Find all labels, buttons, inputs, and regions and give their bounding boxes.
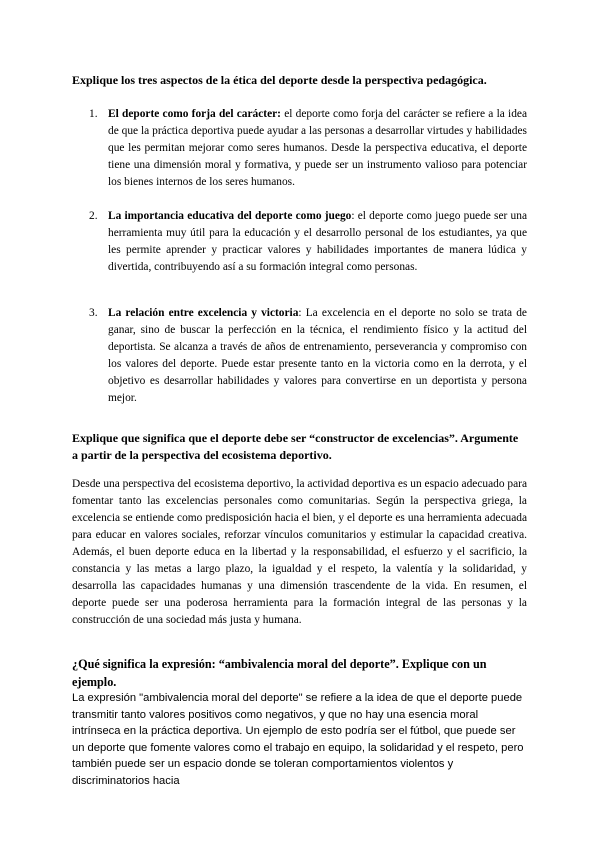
section3-answer: La expresión "ambivalencia moral del deporte" se refiere a la idea de que el deporte puede transmitir tanto valores positivos como negativos, y que no hay una esencia moral intrínseca en la práctica deportiva. Un ejemplo de esto podría ser el fútbol, que puede ser un deporte que fomente valores como el trabajo en equipo, la solidaridad y el respeto, pero también puede ser un espacio donde se toleran comportamientos violentos y discriminatorios hacia [72, 692, 524, 787]
list-item [72, 106, 527, 191]
item-title: La importancia educativa del deporte como juego [108, 210, 352, 222]
section1-question: Explique los tres aspectos de la ética del deporte desde la perspectiva pedagógica. [72, 73, 487, 87]
section2-answer: Desde una perspectiva del ecosistema deportivo, la actividad deportiva es un espacio adecuado para fomentar tanto las excelencias personales como comunitarias. Según la perspectiva griega, la excelencia se entiende como predisposición hacia el bien, y el deporte es una herramienta adecuada para educar en valores sociales, reforzar vínculos comunitarios y estimular la capacidad creativa. Además, el buen deporte educa en la libertad y la responsabilidad, el esfuerzo y el sacrificio, la constancia y las metas a largo plazo, la igualdad y el respeto, la valentía y la solidaridad, y desarrolla las capacidades humanas y una dimensión trascendente de la vida. En resumen, el deporte puede ser una poderosa herramienta para la formación integral de las personas y la construcción de una sociedad más justa y humana. [72, 478, 527, 626]
item-number: 1. [89, 108, 98, 120]
item-text: el deporte como forja del carácter se refiere a la idea de que la práctica deportiva puede ayudar a las personas a desarrollar virtudes y habilidades que les permitan mejorar como seres humanos. Desde la perspectiva educativa, el deporte tiene una dimensión moral y formativa, y puede ser un instrumento valioso para potenciar los bienes internos de los seres humanos. [108, 108, 527, 188]
list-item [72, 208, 527, 293]
item-number: 2. [89, 210, 98, 222]
section2-question: Explique que significa que el deporte debe ser “constructor de excelencias”. Argumente a partir de la perspectiva del ecosistema deportivo. [72, 431, 519, 462]
item-title: La relación entre excelencia y victoria [108, 307, 299, 319]
item-number: 3. [89, 307, 98, 319]
item-text: : el deporte como juego puede ser una herramienta muy útil para la educación y el desarrollo personal de los estudiantes, ya que les permite aprender y practicar valores y habilidades importantes de manera lúdica y divertida, contribuyendo así a su formación integral como personas. [108, 210, 527, 273]
item-title: El deporte como forja del carácter: [108, 108, 281, 120]
section3-question: ¿Qué significa la expresión: “ambivalencia moral del deporte”. Explique con un ejemplo. [72, 657, 487, 689]
item-text: : La excelencia en el deporte no solo se trata de ganar, sino de buscar la perfección en la técnica, el rendimiento físico y la actitud del deportista. Se alcanza a través de años de entrenamiento, perseverancia y compromiso con los valores del deporte. Puede estar presente tanto en la victoria como en la derrota, y el objetivo es desarrollar habilidades y valores para convertirse en un deportista y persona mejor. [108, 307, 527, 404]
ethics-aspects-list [72, 106, 527, 407]
list-item [72, 305, 527, 407]
